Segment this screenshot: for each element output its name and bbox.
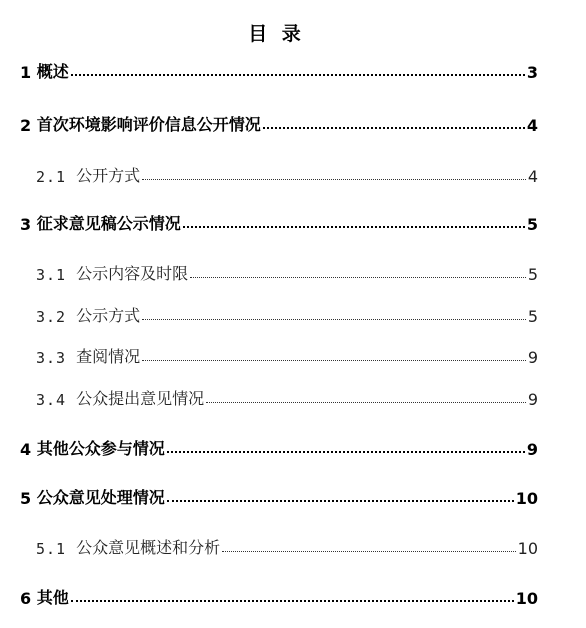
toc-entry-page: 10 [517,539,538,558]
toc-title: 目 录 [248,23,305,45]
dot-leader [190,277,526,278]
toc-entry-label: 首次环境影响评价信息公开情况 [36,115,261,134]
toc-entry-page: 10 [515,589,538,608]
toc-entry-label: 概述 [36,62,69,81]
dot-leader [167,500,514,502]
toc-entry-number: 6 [20,589,37,608]
dot-leader [142,360,526,361]
toc-entry-number: 5 [20,489,37,508]
toc-entry-5-1[interactable] [0,532,586,558]
toc-entry-number: 3.1 [36,266,77,284]
toc-entry-5[interactable] [0,482,586,508]
dot-leader [71,600,514,602]
toc-entry-label: 其他公众参与情况 [36,439,165,458]
toc-entry-page: 9 [526,440,538,459]
toc-entry-label: 公众意见处理情况 [36,488,165,507]
toc-entry-6[interactable] [0,582,586,608]
toc-entry-label: 公示内容及时限 [76,264,189,283]
toc-entry-page: 5 [526,215,538,234]
dot-leader [142,179,526,180]
dot-leader [183,226,525,228]
toc-entry-page: 3 [526,63,538,82]
toc-entry-number: 4 [20,440,37,459]
toc-entry-3-1[interactable] [0,258,586,284]
toc-entry-label: 公示方式 [76,306,141,325]
toc-entry-label: 征求意见稿公示情况 [36,214,181,233]
toc-entry-3-3[interactable] [0,341,586,367]
toc-entry-number: 3.3 [36,349,77,367]
toc-entry-1[interactable] [0,56,586,82]
toc-entry-number: 3.2 [36,308,77,326]
toc-entry-label: 其他 [36,588,69,607]
toc-entry-label: 公众意见概述和分析 [76,538,221,557]
toc-entry-page: 5 [527,265,538,284]
toc-entry-3-4[interactable] [0,383,586,409]
toc-entry-page: 9 [527,390,538,409]
toc-entry-page: 5 [527,307,538,326]
toc-entry-3-2[interactable] [0,300,586,326]
toc-entry-number: 2.1 [36,168,77,186]
toc-entry-number: 3 [20,215,37,234]
toc-entry-page: 9 [527,348,538,367]
dot-leader [142,319,526,320]
toc-entry-2-1[interactable] [0,160,586,186]
toc-entry-4[interactable] [0,433,586,459]
toc-entry-page: 10 [515,489,538,508]
toc-entry-number: 1 [20,63,37,82]
dot-leader [71,74,525,76]
toc-entry-page: 4 [526,116,538,135]
toc-entry-3[interactable] [0,208,586,234]
toc-entry-label: 查阅情况 [76,347,141,366]
toc-entry-number: 5.1 [36,540,77,558]
toc-entry-number: 2 [20,116,37,135]
dot-leader [263,127,525,129]
dot-leader [167,451,525,453]
toc-entry-page: 4 [527,167,538,186]
toc-entry-2[interactable] [0,109,586,135]
dot-leader [206,402,526,403]
toc-entry-label: 公众提出意见情况 [76,389,205,408]
toc-entry-number: 3.4 [36,391,77,409]
dot-leader [222,551,516,552]
toc-entry-label: 公开方式 [76,166,141,185]
